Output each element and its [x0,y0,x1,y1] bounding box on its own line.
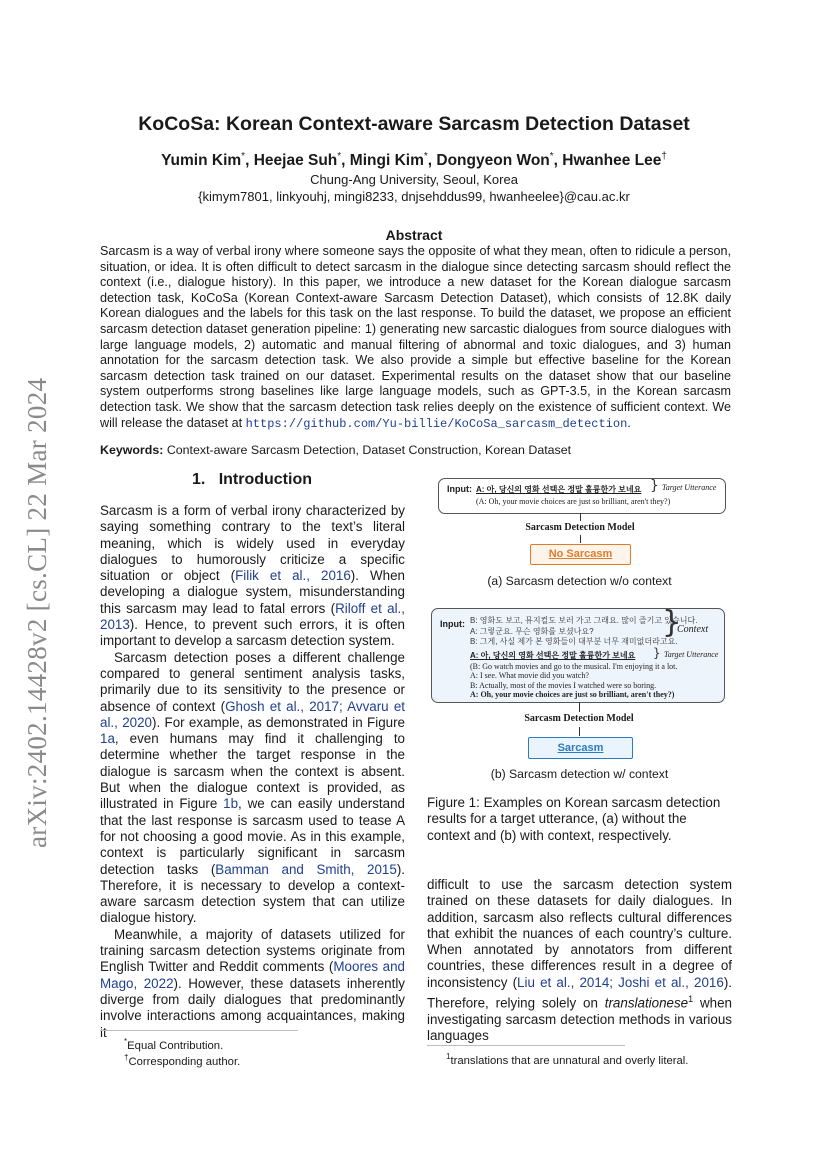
figure-a-brace: } [650,478,659,494]
citation-link[interactable]: Riloff et al., 2013 [100,600,405,633]
author-name: Heejae Suh [253,152,338,170]
context-line: A: 그렇군요. 무슨 영화를 보셨나요? [470,626,594,636]
author-emails: {kimym7801, linkyouhj, mingi8233, dnjsehddus99, hwanheelee}@cau.ac.kr [198,189,630,204]
figure-b-arrow-1 [579,702,580,712]
citation-link[interactable]: Liu et al., 2014; Joshi et al., 2016 [517,974,724,990]
figure-a-arrow-2 [580,535,581,543]
figure-a-input-label: Input: [447,484,472,494]
citation-link[interactable]: 1a [100,731,115,747]
intro-right-column [427,877,732,1044]
english-line: A: I see. What movie did you watch? [470,671,589,681]
citation-link[interactable]: 1b [223,796,239,812]
english-line: A: Oh, your movie choices are just so brilliant, aren't they?) [470,689,675,699]
paper-title: KoCoSa: Korean Context-aware Sarcasm Detection Dataset [138,113,690,135]
context-line: B: 영화도 보고, 뮤지컬도 보러 가고 그래요. 많이 즐기고 있습니다. [470,616,698,625]
author-mark: * [337,151,342,162]
figure-a-utterance-kor: A: 아, 당신의 영화 선택은 정말 훌륭한가 보네요 [476,485,642,494]
author-mark: * [241,151,246,162]
figure-a-utterance-eng: (A: Oh, your movie choices are just so brilliant, aren't they?) [476,497,671,506]
intro-paragraph-1: Sarcasm is a form of verbal irony characterized by saying something contrary to the text’s literal meaning, which is widely used in everyday dialogues to humorously criticize a specific situation or object (Filik et al., 2016). When developing a dialogue system, misunderstanding this sarcasm may lead to fatal errors (Riloff et al., 2013). Hence, to prevent such errors, it is often important to develop a sarcasm detection system. [100,503,405,649]
english-line: B: Actually, most of the movies I watched were so boring. [470,680,657,690]
footnote-translationese: $^1$translations that are unnatural and overly literal. [446,1052,689,1067]
citation-link[interactable]: Bamman and Smith, 2015 [215,861,397,877]
figure-b-context-brace: } [662,605,682,640]
context-line: B: 그게, 사실 제가 본 영화들이 대부분 너무 재미없더라고요. [470,637,678,646]
affiliation: Chung-Ang University, Seoul, Korea [310,172,518,187]
figure-b-context-label: Context [677,624,709,635]
author-list: Yumin Kim*, Heejae Suh*, Mingi Kim*, Dongyeon Won*, Hwanhee Lee† [161,151,667,170]
author-name: Hwanhee Lee [562,152,662,170]
footnote-rule-left [100,1030,298,1031]
english-line: (B: Go watch movies and go to the musical. I'm enjoying it a lot. [470,662,678,671]
figure-b-input-label: Input: [440,619,465,629]
section-title: Introduction [218,471,312,488]
figure-b-model-label: Sarcasm Detection Model [524,713,634,724]
footnote-equal: *Equal Contribution. [124,1037,224,1052]
figure-caption-text: Examples on Korean sarcasm detection results for a target utterance, (a) without the context and (b) with context, respectively. [427,795,721,843]
abstract-text: Sarcasm is a way of verbal irony where someone says the opposite of what they mean, often to ridicule a person, situation, or idea. It is often difficult to detect sarcasm in the dialogue since detecting sarcasm should reflect the context (i.e., dialogue history). In this paper, we introduce a new dataset for the Korean dialogue sarcasm detection task, KoCoSa (Korean Context-aware Sarcasm Detection Dataset), which consists of 12.8K daily Korean dialogues and the labels for this task on the last response. To build the dataset, we propose an efficient sarcasm detection dataset generation pipeline: 1) generating new sarcastic dialogues from source dialogues with large language models, 2) automatic and manual filtering of abnormal and toxic dialogues, and 3) human annotation for the sarcasm detection task. We also provide a simple but effective baseline for the Korean sarcasm detection task trained on our dataset. Experimental results on the dataset show that our baseline system outperforms strong baselines like large language models, such as GPT-3.5, in the Korean sarcasm detection task. We show that the sarcasm detection task relies deeply on the existence of sufficient context. We will release the dataset at [100,244,731,430]
figure-b-target-brace: } [653,646,661,660]
author-name: Yumin Kim [161,152,242,170]
figure-a-target-label: Target Utterance [662,483,717,492]
keywords-line [100,443,731,457]
arxiv-stamp: arXiv:2402.14428v2 [cs.CL] 22 Mar 2024 [22,377,52,848]
figure-b-result-badge: Sarcasm [528,737,633,759]
intro-paragraph-3: Meanwhile, a majority of datasets utilized for training sarcasm detection systems originate from English Twitter and Reddit comments (Moores and Mago, 2022). However, these datasets inherently diverge from daily dialogues that predominantly involve interactions among acquaintances, making it [100,926,406,1040]
figure-a-result-badge: No Sarcasm [530,544,631,565]
citation-link[interactable]: Ghosh et al., 2017; Avvaru et al., 2020 [100,698,405,730]
author-name: Dongyeon Won [436,152,550,170]
abstract-heading: Abstract [385,227,443,243]
figure-a-arrow-1 [580,513,581,521]
author-mark: * [423,151,428,162]
abstract-body [100,244,731,432]
italic-term: translationese [604,995,689,1011]
figure-b-arrow-2 [579,727,580,736]
footnote-corresponding: †Corresponding author. [124,1053,241,1068]
figure-b-english [470,662,677,699]
figure-a-caption: (a) Sarcasm detection w/o context [487,574,672,588]
figure-b-caption: (b) Sarcasm detection w/ context [490,767,669,781]
keywords-text: Context-aware Sarcasm Detection, Dataset Construction, Korean Dataset [166,443,572,457]
abstract-url-link[interactable]: https://github.com/Yu-billie/KoCoSa_sarcasm_detection [245,416,628,431]
footnote-rule-right [427,1045,625,1046]
section-heading [100,471,404,489]
author-mark: † [661,151,667,162]
figure-caption-label: Figure 1: [427,795,480,810]
figure-a-model-label: Sarcasm Detection Model [525,522,635,533]
intro-left-column [100,503,405,1041]
intro-paragraph-2: Sarcasm detection poses a different challenge compared to general sentiment analysis tasks, primarily due to its sensitivity to the presence or absence of context (Ghosh et al., 2017; Avvaru et al., 2020). For example, as demonstrated in Figure 1a, even humans may find it challenging to determine whether the target response in the dialogue is sarcasm when the context is absent. But when the dialogue context is provided, as illustrated in Figure 1b, we can easily understand that the last response is sarcasm used to tease A for not choosing a good movie. As in this example, context is particularly significant in sarcasm detection tasks (Bamman and Smith, 2015). Therefore, it is necessary to develop a context-aware sarcasm detection system that can utilize dialogue history. [100,649,406,926]
figure-b-utterance-kor: A: 아, 당신의 영화 선택은 정말 훌륭한가 보네요 [470,651,636,660]
citation-link[interactable]: Moores and Mago, 2022 [100,959,406,991]
abstract-end: . [627,415,631,430]
right-column-paragraph: difficult to use the sarcasm detection system trained on these datasets for daily dialogues. In addition, sarcasm also reflects cultural differences that exhibit the nuances of each country’s culture. When annotated by annotators from different countries, these differences result in a degree of inconsistency (Liu et al., 2014; Joshi et al., 2016). Therefore, relying solely on translationese$^1$ when investigating sarcasm detection methods in various languages [427,877,733,1044]
footnote-marker[interactable]: 1 [688,994,694,1005]
figure-b-target-label: Target Utterance [664,650,719,659]
citation-link[interactable]: Filik et al., 2016 [235,568,351,584]
author-mark: * [549,151,554,162]
section-number: 1. [192,471,206,488]
figure-1-caption [427,795,732,844]
keywords-label: Keywords: [100,443,164,457]
author-name: Mingi Kim [349,152,424,170]
